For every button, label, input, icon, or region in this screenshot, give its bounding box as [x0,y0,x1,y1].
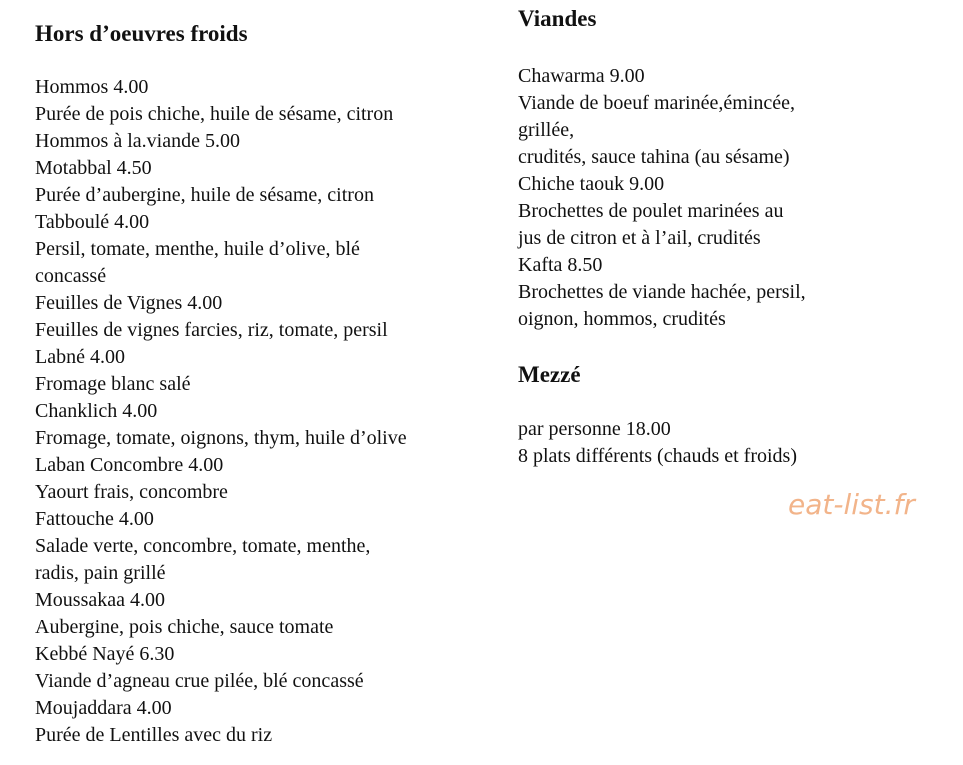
menu-line: Aubergine, pois chiche, sauce tomate [35,616,334,638]
menu-line: Fromage blanc salé [35,373,191,395]
menu-line: Motabbal 4.50 [35,157,152,179]
menu-line: Viande d’agneau crue pilée, blé concassé [35,670,364,692]
menu-line: Persil, tomate, menthe, huile d’olive, blé [35,238,360,260]
menu-line: Moussakaa 4.00 [35,589,165,611]
menu-line: Chiche taouk 9.00 [518,173,665,195]
menu-line: Feuilles de vignes farcies, riz, tomate, persil [35,319,388,341]
menu-line: Moujaddara 4.00 [35,697,172,719]
menu-line: Fattouche 4.00 [35,508,154,530]
menu-line: Feuilles de Vignes 4.00 [35,292,223,314]
menu-line: 8 plats différents (chauds et froids) [518,445,797,467]
menu-line: Purée de pois chiche, huile de sésame, citron [35,103,394,125]
section-title-mezze: Mezzé [518,362,581,387]
menu-line: jus de citron et à l’ail, crudités [518,227,761,249]
menu-line: Purée d’aubergine, huile de sésame, citron [35,184,374,206]
menu-line: radis, pain grillé [35,562,166,584]
menu-line: Purée de Lentilles avec du riz [35,724,273,746]
menu-line: oignon, hommos, crudités [518,308,726,330]
menu-line: concassé [35,265,107,287]
menu-line: Labné 4.00 [35,346,125,368]
section-title-hors-doeuvres: Hors d’oeuvres froids [35,21,248,46]
menu-line: Kebbé Nayé 6.30 [35,643,175,665]
section-title-viandes: Viandes [518,6,597,31]
viandes-list [518,63,938,333]
menu-line: Tabboulé 4.00 [35,211,150,233]
menu-line: Yaourt frais, concombre [35,481,228,503]
menu-line: Hommos à la.viande 5.00 [35,130,240,152]
menu-line: Brochettes de viande hachée, persil, [518,281,806,303]
menu-line: grillée, [518,119,575,141]
eat-list-watermark: eat-list.fr [788,488,915,521]
menu-line: Laban Concombre 4.00 [35,454,224,476]
right-column [518,0,938,470]
menu-line: Kafta 8.50 [518,254,603,276]
menu-line: par personne 18.00 [518,418,671,440]
hors-doeuvres-list [35,74,505,749]
menu-line: crudités, sauce tahina (au sésame) [518,146,790,168]
menu-line: Salade verte, concombre, tomate, menthe, [35,535,371,557]
mezze-list [518,416,938,470]
menu-line: Chawarma 9.00 [518,65,645,87]
menu-line: Hommos 4.00 [35,76,149,98]
menu-line: Chanklich 4.00 [35,400,158,422]
menu-line: Brochettes de poulet marinées au [518,200,784,222]
menu-line: Viande de boeuf marinée,émincée, [518,92,795,114]
menu-line: Fromage, tomate, oignons, thym, huile d’olive [35,427,407,449]
hors-doeuvres-froids-section [35,0,505,749]
